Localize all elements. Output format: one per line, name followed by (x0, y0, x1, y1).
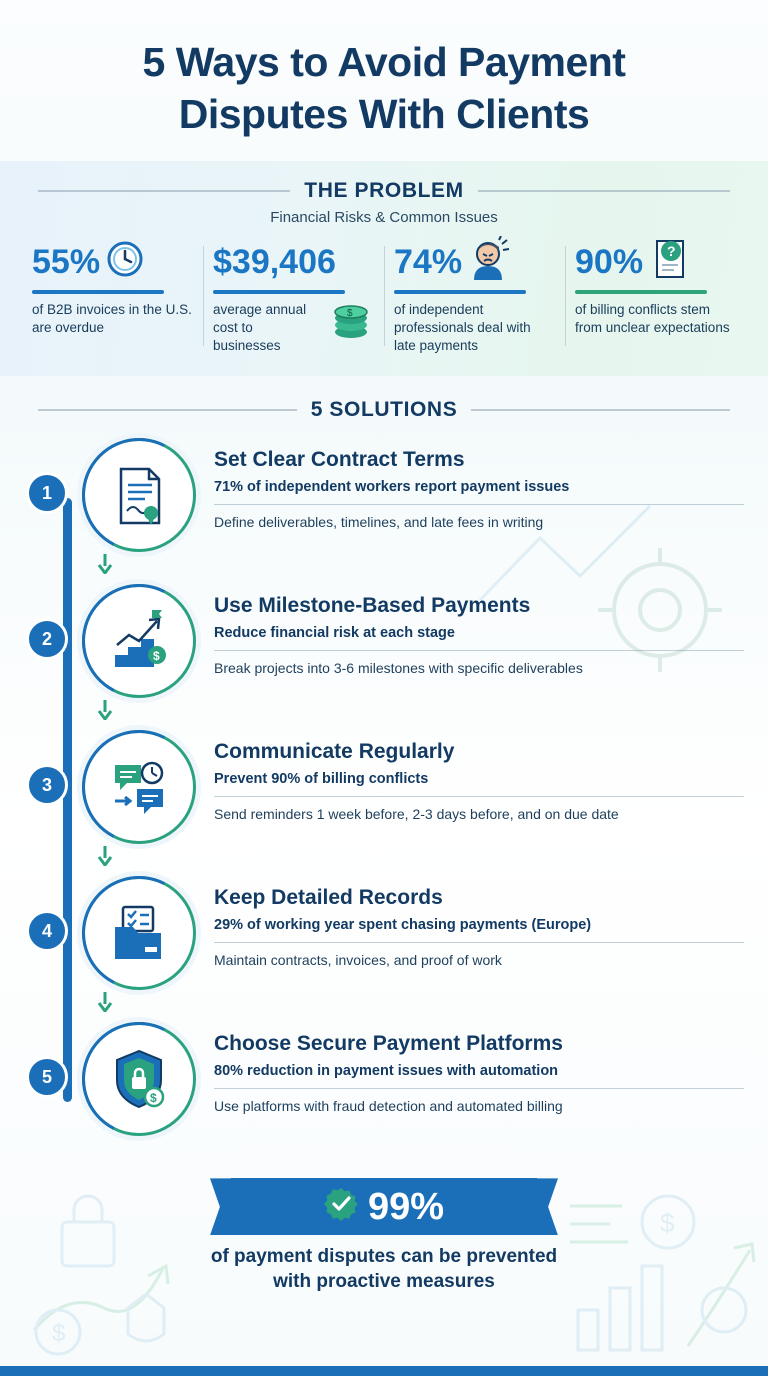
stat-description: of independent professionals deal with late payments (394, 301, 531, 353)
stat-item (384, 240, 565, 354)
heading-rule-left (38, 409, 297, 411)
solution-description: Send reminders 1 week before, 2-3 days before, and on due date (214, 806, 619, 823)
chat-bubbles-icon (82, 730, 196, 844)
solution-divider (214, 1088, 744, 1089)
solution-item (0, 582, 768, 728)
solution-divider (214, 796, 744, 797)
solution-item (0, 1020, 768, 1166)
solutions-heading-row (0, 398, 768, 422)
result-percentage: 99% (367, 1185, 445, 1228)
solution-item (0, 728, 768, 874)
problem-stats (0, 240, 768, 354)
connector-arrow-icon (97, 992, 113, 1012)
solution-stat: Prevent 90% of billing conflicts (214, 771, 429, 788)
solution-number: 1 (26, 472, 68, 514)
stat-value: 74% (394, 242, 463, 281)
money-stack-icon (328, 298, 374, 349)
solutions-section (0, 376, 768, 1172)
solution-number: 5 (26, 1056, 68, 1098)
stat-item (565, 240, 746, 354)
solution-divider (214, 504, 744, 505)
svg-text:$: $ (52, 1320, 66, 1347)
solution-stat: 80% reduction in payment issues with automation (214, 1063, 559, 1080)
solution-number: 4 (26, 910, 68, 952)
solution-description: Use platforms with fraud detection and automated billing (214, 1098, 563, 1115)
stairs-growth-icon (82, 584, 196, 698)
solution-title: Keep Detailed Records (214, 886, 443, 910)
page-header (0, 0, 768, 147)
problem-subheading: Financial Risks & Common Issues (270, 208, 498, 226)
stat-item (203, 240, 384, 354)
folder-checklist-icon (82, 876, 196, 990)
footer-text-line-1: of payment disputes can be prevented (210, 1246, 558, 1268)
bottom-accent-bar (0, 1366, 768, 1376)
solution-title: Choose Secure Payment Platforms (214, 1032, 563, 1056)
svg-text:$: $ (660, 1208, 675, 1238)
stat-description: average annual cost to businesses (213, 301, 307, 353)
stat-item (22, 240, 203, 354)
contract-document-icon (82, 438, 196, 552)
page-title-line-2: Disputes With Clients (178, 91, 590, 138)
solution-item (0, 874, 768, 1020)
stat-description: of B2B invoices in the U.S. are overdue (32, 301, 192, 335)
result-ribbon (231, 1178, 537, 1235)
solution-title: Set Clear Contract Terms (214, 448, 465, 472)
stat-value: 90% (575, 242, 644, 281)
solution-text (196, 874, 768, 969)
solution-divider (214, 650, 744, 651)
svg-text:$: $ (153, 649, 160, 664)
shield-lock-icon (82, 1022, 196, 1136)
connector-arrow-icon (97, 554, 113, 574)
svg-text:$: $ (150, 1091, 157, 1106)
heading-rule-left (38, 190, 290, 192)
solution-stat: 29% of working year spent chasing payments (Europe) (214, 917, 592, 934)
solution-number: 2 (26, 618, 68, 660)
solution-text (196, 1020, 768, 1115)
frustrated-person-icon (466, 236, 510, 287)
clock-icon (104, 238, 146, 285)
problem-heading: THE PROBLEM (304, 178, 464, 202)
page-title (40, 36, 728, 141)
solutions-list (0, 436, 768, 1172)
solution-number: 3 (26, 764, 68, 806)
problem-section (0, 161, 768, 376)
solution-stat: 71% of independent workers report payment issues (214, 479, 570, 496)
solution-text (196, 728, 768, 823)
stat-underline (32, 290, 164, 294)
svg-text:$: $ (347, 307, 353, 319)
solutions-heading: 5 SOLUTIONS (310, 398, 458, 422)
connector-arrow-icon (97, 846, 113, 866)
footer-section (0, 1172, 768, 1294)
stat-description: of billing conflicts stem from unclear expectations (575, 301, 730, 335)
solution-item (0, 436, 768, 582)
problem-heading-row (0, 179, 768, 203)
solution-text (196, 582, 768, 677)
question-document-icon (647, 235, 693, 288)
heading-rule-right (471, 409, 730, 411)
solution-title: Use Milestone-Based Payments (214, 594, 531, 618)
page-title-line-1: 5 Ways to Avoid Payment (142, 39, 626, 85)
svg-text:?: ? (667, 243, 676, 260)
stat-value: $39,406 (213, 242, 336, 281)
footer-text (40, 1245, 728, 1294)
solution-title: Communicate Regularly (214, 740, 455, 764)
footer-text-line-2: with proactive measures (273, 1270, 495, 1292)
solution-stat: Reduce financial risk at each stage (214, 625, 455, 642)
solution-description: Break projects into 3-6 milestones with specific deliverables (214, 660, 583, 677)
connector-arrow-icon (97, 700, 113, 720)
solution-divider (214, 942, 744, 943)
solution-description: Maintain contracts, invoices, and proof of work (214, 952, 502, 969)
stat-underline (575, 290, 707, 294)
stat-underline (394, 290, 526, 294)
check-seal-icon (324, 1187, 358, 1226)
solution-text (196, 436, 768, 531)
solution-description: Define deliverables, timelines, and late fees in writing (214, 514, 544, 531)
stat-value: 55% (32, 242, 101, 281)
heading-rule-right (478, 190, 730, 192)
